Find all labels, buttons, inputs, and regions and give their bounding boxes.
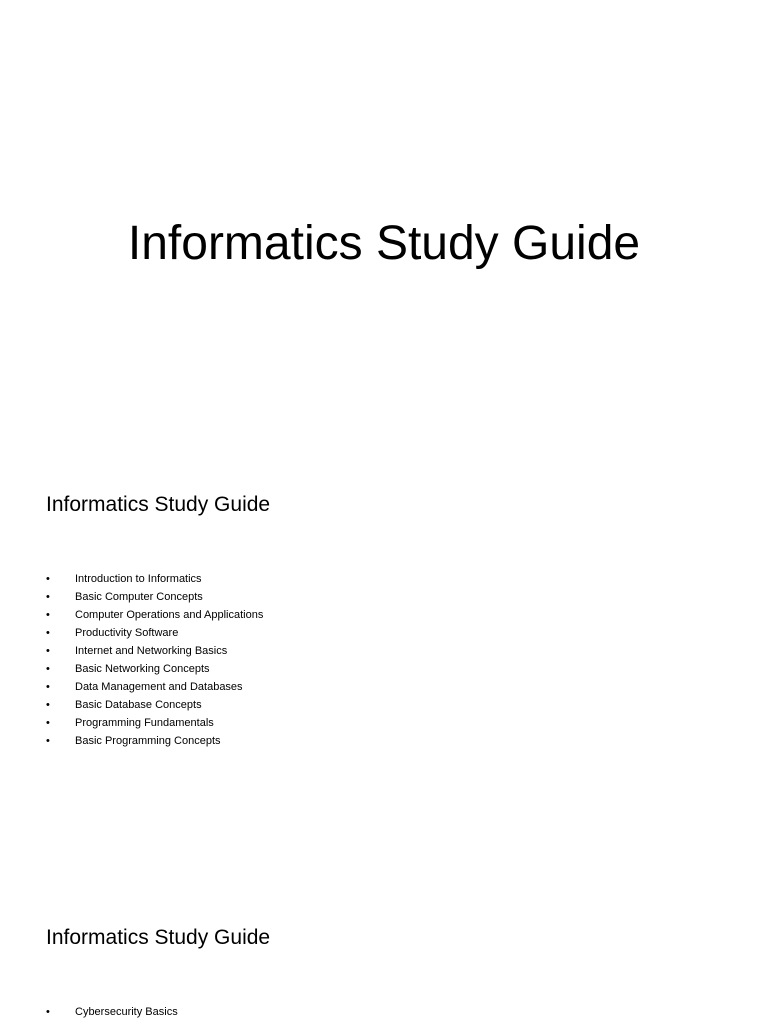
slide-heading: Informatics Study Guide [46, 926, 271, 949]
slide-heading: Informatics Study Guide [46, 493, 271, 516]
bullet-icon: • [46, 645, 50, 657]
list-item [46, 732, 263, 750]
list-item [46, 606, 263, 624]
bullet-icon: • [46, 1006, 50, 1018]
list-item-text: Data Management and Databases [75, 681, 243, 693]
list-item-text: Programming Fundamentals [75, 717, 214, 729]
list-item-text: Cybersecurity Basics [75, 1006, 178, 1018]
list-item [46, 642, 263, 660]
bullet-icon: • [46, 609, 50, 621]
list-item-text: Basic Computer Concepts [75, 591, 203, 603]
list-item [46, 660, 263, 678]
bullet-icon: • [46, 717, 50, 729]
list-item-text: Internet and Networking Basics [75, 645, 228, 657]
bullet-icon: • [46, 681, 50, 693]
bullet-icon: • [46, 663, 50, 675]
document-title: Informatics Study Guide [127, 217, 641, 270]
bullet-icon: • [46, 591, 50, 603]
list-item-text: Introduction to Informatics [75, 573, 202, 585]
title-slide [0, 0, 768, 432]
bullet-icon: • [46, 573, 50, 585]
bullet-icon: • [46, 735, 50, 747]
list-item [46, 570, 263, 588]
bullet-icon: • [46, 699, 50, 711]
list-item-text: Basic Networking Concepts [75, 663, 210, 675]
list-item [46, 624, 263, 642]
list-item-text: Productivity Software [75, 627, 179, 639]
list-item [46, 678, 263, 696]
bullet-icon: • [46, 627, 50, 639]
list-item [46, 696, 263, 714]
list-item-text: Basic Programming Concepts [75, 735, 221, 747]
topic-list [46, 1003, 178, 1021]
list-item [46, 588, 263, 606]
list-item-text: Basic Database Concepts [75, 699, 202, 711]
topic-list [46, 570, 263, 750]
list-item [46, 1003, 178, 1021]
list-item-text: Computer Operations and Applications [75, 609, 264, 621]
list-item [46, 714, 263, 732]
